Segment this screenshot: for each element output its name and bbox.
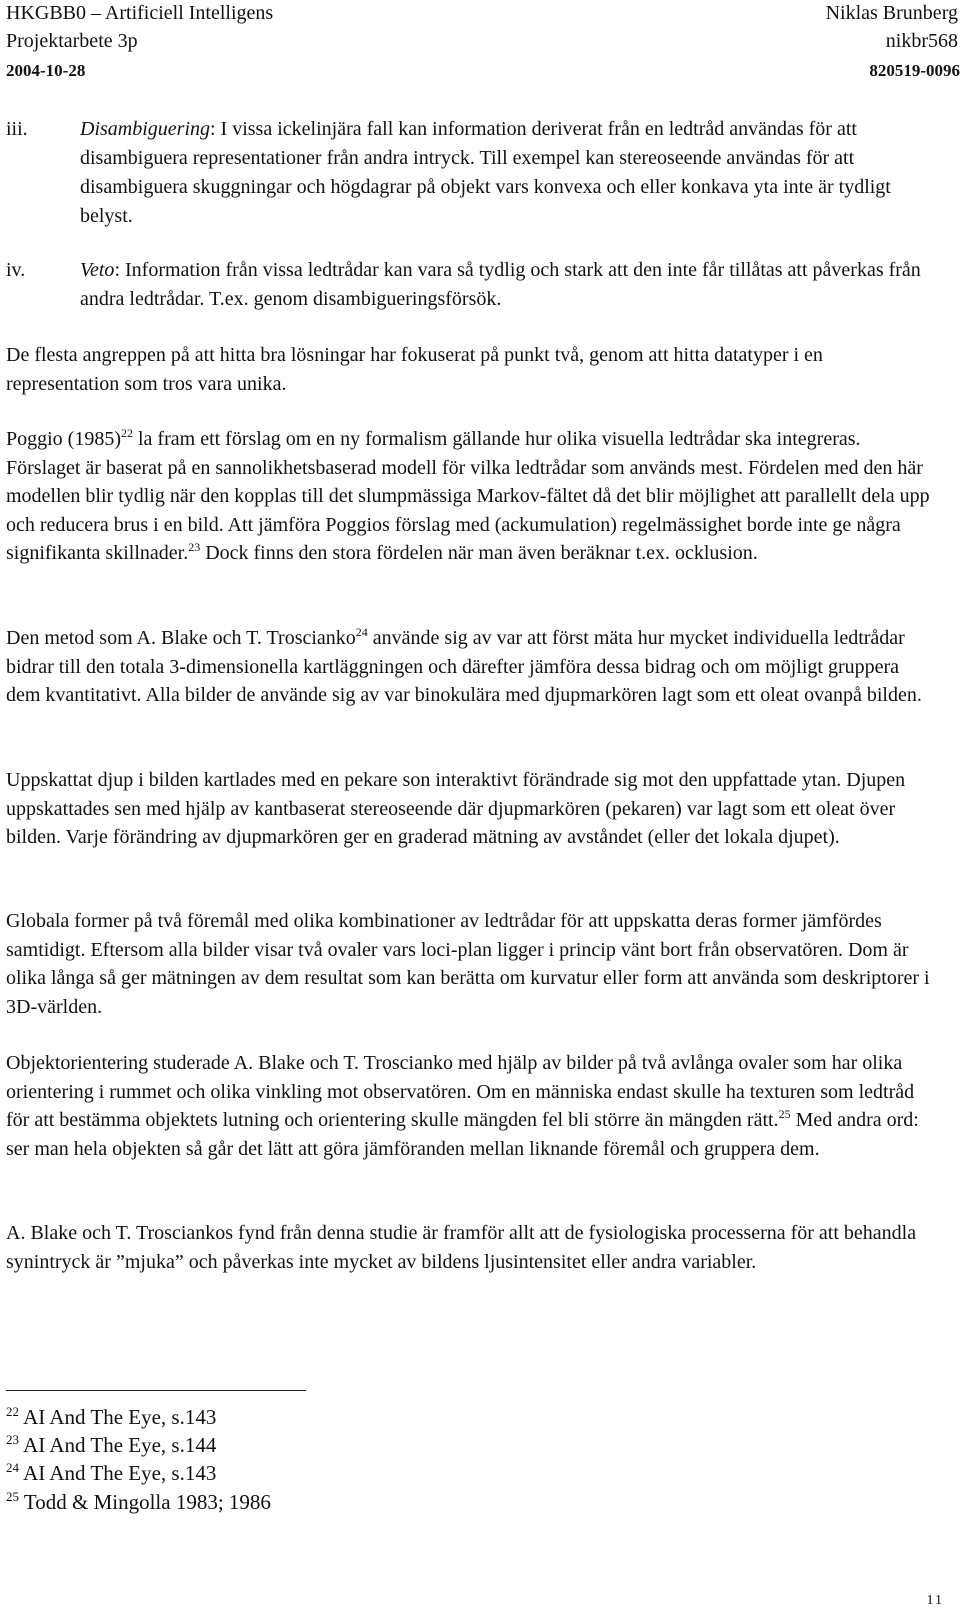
- paragraph: Poggio $(1985)^{22}$ la fram ett förslag om en ny formalism gällande hur olika visuella ledtrådar ska integreras. Förslaget är baserat på en sannolikhetsbaserad modell för vilka ledtrådar som används mest. Fördelen med den här modellen blir tydlig när den kopplas till det slumpmässiga Markov-fältet då det blir möjlighet att parallellt dela upp och reducera brus i en bild. Att jämföra Poggios förslag med (ackumulation) regelmässighet borde inte ge några signifikanta skillnader.$^{23}$ Dock finns den stora fördelen när man även beräknar t.ex. ocklusion.: [6, 426, 930, 564]
- header-date: 2004-10-28: [6, 61, 86, 80]
- page-number: 11: [926, 1593, 944, 1608]
- header-author: Niklas Brunberg: [825, 2, 958, 24]
- footnote-ref: 25: [778, 1107, 791, 1121]
- footnote: $^{25}$ Todd & Mingolla 1983; 1986: [6, 1489, 271, 1514]
- footnote-number: 24: [6, 1460, 19, 1475]
- paragraph: Den metod som A. Blake och T. Troscianko$^{24}$ använde sig av var att först mäta hur mycket individuella ledtrådar bidrar till den totala 3-dimensionella kartläggningen och därefter jämföra dessa bidrag och om möjligt gruppera dem kvantitativt. Alla bilder de använde sig av var binokulära med djupmarkören lagt som ett oleat ovanpå bilden.: [6, 625, 922, 706]
- footnote-divider: [6, 1390, 306, 1391]
- header-personal-id: 820519-0096: [869, 61, 960, 80]
- list-item: [6, 115, 926, 231]
- paragraph: Objektorientering studerade A. Blake och T. Troscianko med hjälp av bilder på två avlånga ovaler som har olika orientering i rummet och olika vinkling mot observatören. Om en människa endast skulle ha texturen som ledtråd för att bestämma objektets lutning och orientering skulle mängden fel bli större än mängden rätt.$^{25}$ Med andra ord: ser man hela objekten så går det lätt att göra jämföranden mellan liknande föremål och gruppera dem.: [6, 1052, 919, 1160]
- header-course: HKGBB0 – Artificiell Intelligens: [6, 2, 274, 24]
- header-project: Projektarbete 3p: [6, 30, 138, 52]
- paragraph: De flesta angreppen på att hitta bra lösningar har fokuserat på punkt två, genom att hitta datatyper i en representation som tros vara unika.: [6, 344, 823, 395]
- list-item-number: iii.: [6, 118, 28, 140]
- list-item-text: Veto: Information från vissa ledtrådar kan vara så tydlig och stark att den inte får tillåtas att påverkas från andra ledtrådar. T.ex. genom disambigueringsförsök.: [80, 259, 921, 310]
- footnote-ref: 23: [188, 540, 201, 554]
- footnote-number: 25: [6, 1489, 19, 1504]
- list-item: [6, 256, 926, 314]
- footnote: $^{23}$ AI And The Eye, s.144: [6, 1432, 217, 1457]
- footnote: $^{22}$ AI And The Eye, s.143: [6, 1404, 217, 1429]
- footnote-number: 23: [6, 1432, 19, 1447]
- list-item-text: Disambiguering: I vissa ickelinjära fall kan information deriverat från en ledtråd användas för att disambiguera representationer från andra intryck. Till exempel kan stereoseende användas för att disambiguera skuggningar och högdagrar på objekt vars konvexa och eller konkava yta inte är tydligt belyst.: [80, 118, 891, 227]
- list-item-term: Veto: [80, 259, 115, 281]
- paragraph: Uppskattat djup i bilden kartlades med en pekare son interaktivt förändrade sig mot den uppfattade ytan. Djupen uppskattades sen med hjälp av kantbaserat stereoseende där djupmarkören (pekaren) var lagt som ett oleat över bilden. Varje förändring av djupmarkören ger en graderad mätning av avståndet (eller det lokala djupet).: [6, 769, 906, 848]
- paragraph: A. Blake och T. Trosciankos fynd från denna studie är framför allt att de fysiologiska processerna för att behandla synintryck är ”mjuka” och påverkas inte mycket av bildens ljusintensitet eller andra variabler.: [6, 1222, 917, 1273]
- paragraph: Globala former på två föremål med olika kombinationer av ledtrådar för att uppskatta deras former jämfördes samtidigt. Eftersom alla bilder visar två ovaler vars loci-plan ligger i princip vänt bort från observatören. Dom är olika långa så ger mätningen av dem resultat som kan berätta om kurvatur eller form att använda som deskriptorer i 3D-världen.: [6, 910, 930, 1018]
- footnote-ref: 24: [355, 625, 368, 639]
- header-user-id: nikbr568: [885, 30, 958, 52]
- list-item-term: Disambiguering: [80, 118, 210, 140]
- footnote-ref: 22: [121, 426, 133, 440]
- footnote-number: 22: [6, 1404, 19, 1419]
- list-item-number: iv.: [6, 259, 26, 281]
- footnote: $^{24}$ AI And The Eye, s.143: [6, 1460, 217, 1485]
